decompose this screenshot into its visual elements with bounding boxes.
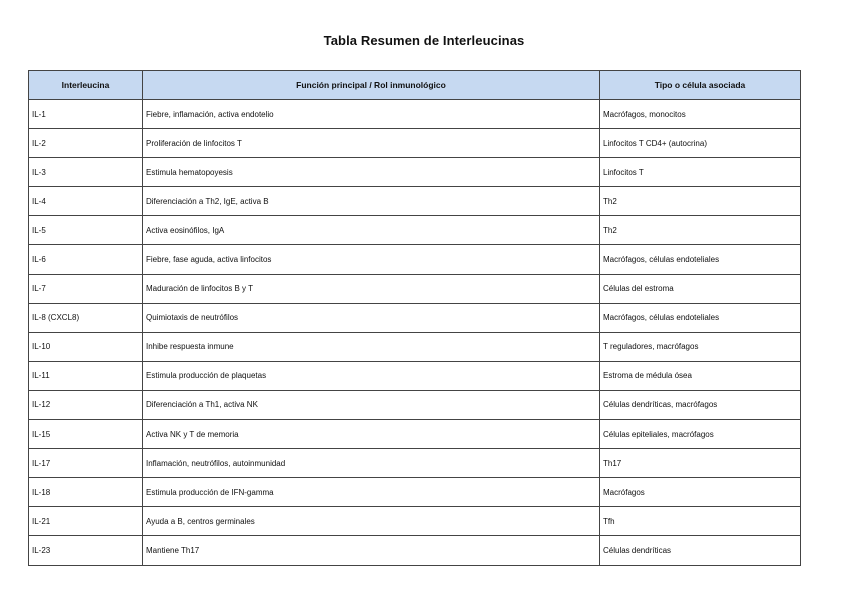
cell-type-cell: Th2 — [600, 187, 801, 216]
cell-type-cell: Células epiteliales, macrófagos — [600, 420, 801, 449]
interleukin-cell: IL-10 — [29, 332, 143, 361]
column-header-cell-type: Tipo o célula asociada — [600, 71, 801, 100]
table-row — [29, 274, 801, 303]
function-cell: Estimula hematopoyesis — [143, 158, 600, 187]
interleukin-cell: IL-5 — [29, 216, 143, 245]
table-row — [29, 507, 801, 536]
table-row — [29, 245, 801, 274]
interleukin-cell: IL-1 — [29, 100, 143, 129]
column-header-function: Función principal / Rol inmunológico — [143, 71, 600, 100]
cell-type-cell: Células dendríticas — [600, 536, 801, 565]
cell-type-cell: Linfocitos T CD4+ (autocrina) — [600, 129, 801, 158]
interleukin-cell: IL-7 — [29, 274, 143, 303]
function-cell: Estimula producción de plaquetas — [143, 361, 600, 390]
table-header-row — [29, 71, 801, 100]
function-cell: Inhibe respuesta inmune — [143, 332, 600, 361]
table-row — [29, 420, 801, 449]
page-title: Tabla Resumen de Interleucinas — [323, 33, 525, 48]
cell-type-cell: Macrófagos, células endoteliales — [600, 303, 801, 332]
function-cell: Maduración de linfocitos B y T — [143, 274, 600, 303]
interleukin-cell: IL-2 — [29, 129, 143, 158]
function-cell: Ayuda a B, centros germinales — [143, 507, 600, 536]
table-row — [29, 216, 801, 245]
function-cell: Mantiene Th17 — [143, 536, 600, 565]
column-header-interleukin: Interleucina — [29, 71, 143, 100]
cell-type-cell: Macrófagos, células endoteliales — [600, 245, 801, 274]
function-cell: Estimula producción de IFN-gamma — [143, 478, 600, 507]
cell-type-cell: Estroma de médula ósea — [600, 361, 801, 390]
function-cell: Quimiotaxis de neutrófilos — [143, 303, 600, 332]
table-row — [29, 158, 801, 187]
table-row — [29, 536, 801, 565]
interleukin-cell: IL-8 (CXCL8) — [29, 303, 143, 332]
interleukin-cell: IL-21 — [29, 507, 143, 536]
function-cell: Activa NK y T de memoria — [143, 420, 600, 449]
table-row — [29, 449, 801, 478]
cell-type-cell: T reguladores, macrófagos — [600, 332, 801, 361]
interleukin-cell: IL-17 — [29, 449, 143, 478]
cell-type-cell: Macrófagos, monocitos — [600, 100, 801, 129]
interleukin-cell: IL-23 — [29, 536, 143, 565]
interleukin-cell: IL-3 — [29, 158, 143, 187]
function-cell: Proliferación de linfocitos T — [143, 129, 600, 158]
interleukin-cell: IL-12 — [29, 390, 143, 419]
cell-type-cell: Th2 — [600, 216, 801, 245]
cell-type-cell: Células del estroma — [600, 274, 801, 303]
table-row — [29, 332, 801, 361]
interleukin-cell: IL-18 — [29, 478, 143, 507]
function-cell: Fiebre, fase aguda, activa linfocitos — [143, 245, 600, 274]
interleukin-table — [28, 70, 801, 566]
function-cell: Diferenciación a Th2, IgE, activa B — [143, 187, 600, 216]
table-row — [29, 361, 801, 390]
interleukin-cell: IL-6 — [29, 245, 143, 274]
function-cell: Inflamación, neutrófilos, autoinmunidad — [143, 449, 600, 478]
table-row — [29, 100, 801, 129]
table-row — [29, 390, 801, 419]
cell-type-cell: Th17 — [600, 449, 801, 478]
cell-type-cell: Linfocitos T — [600, 158, 801, 187]
cell-type-cell: Células dendríticas, macrófagos — [600, 390, 801, 419]
table-row — [29, 129, 801, 158]
function-cell: Diferenciación a Th1, activa NK — [143, 390, 600, 419]
function-cell: Fiebre, inflamación, activa endotelio — [143, 100, 600, 129]
table-row — [29, 478, 801, 507]
interleukin-cell: IL-15 — [29, 420, 143, 449]
cell-type-cell: Tfh — [600, 507, 801, 536]
table-row — [29, 187, 801, 216]
function-cell: Activa eosinófilos, IgA — [143, 216, 600, 245]
interleukin-cell: IL-11 — [29, 361, 143, 390]
table-row — [29, 303, 801, 332]
cell-type-cell: Macrófagos — [600, 478, 801, 507]
interleukin-cell: IL-4 — [29, 187, 143, 216]
